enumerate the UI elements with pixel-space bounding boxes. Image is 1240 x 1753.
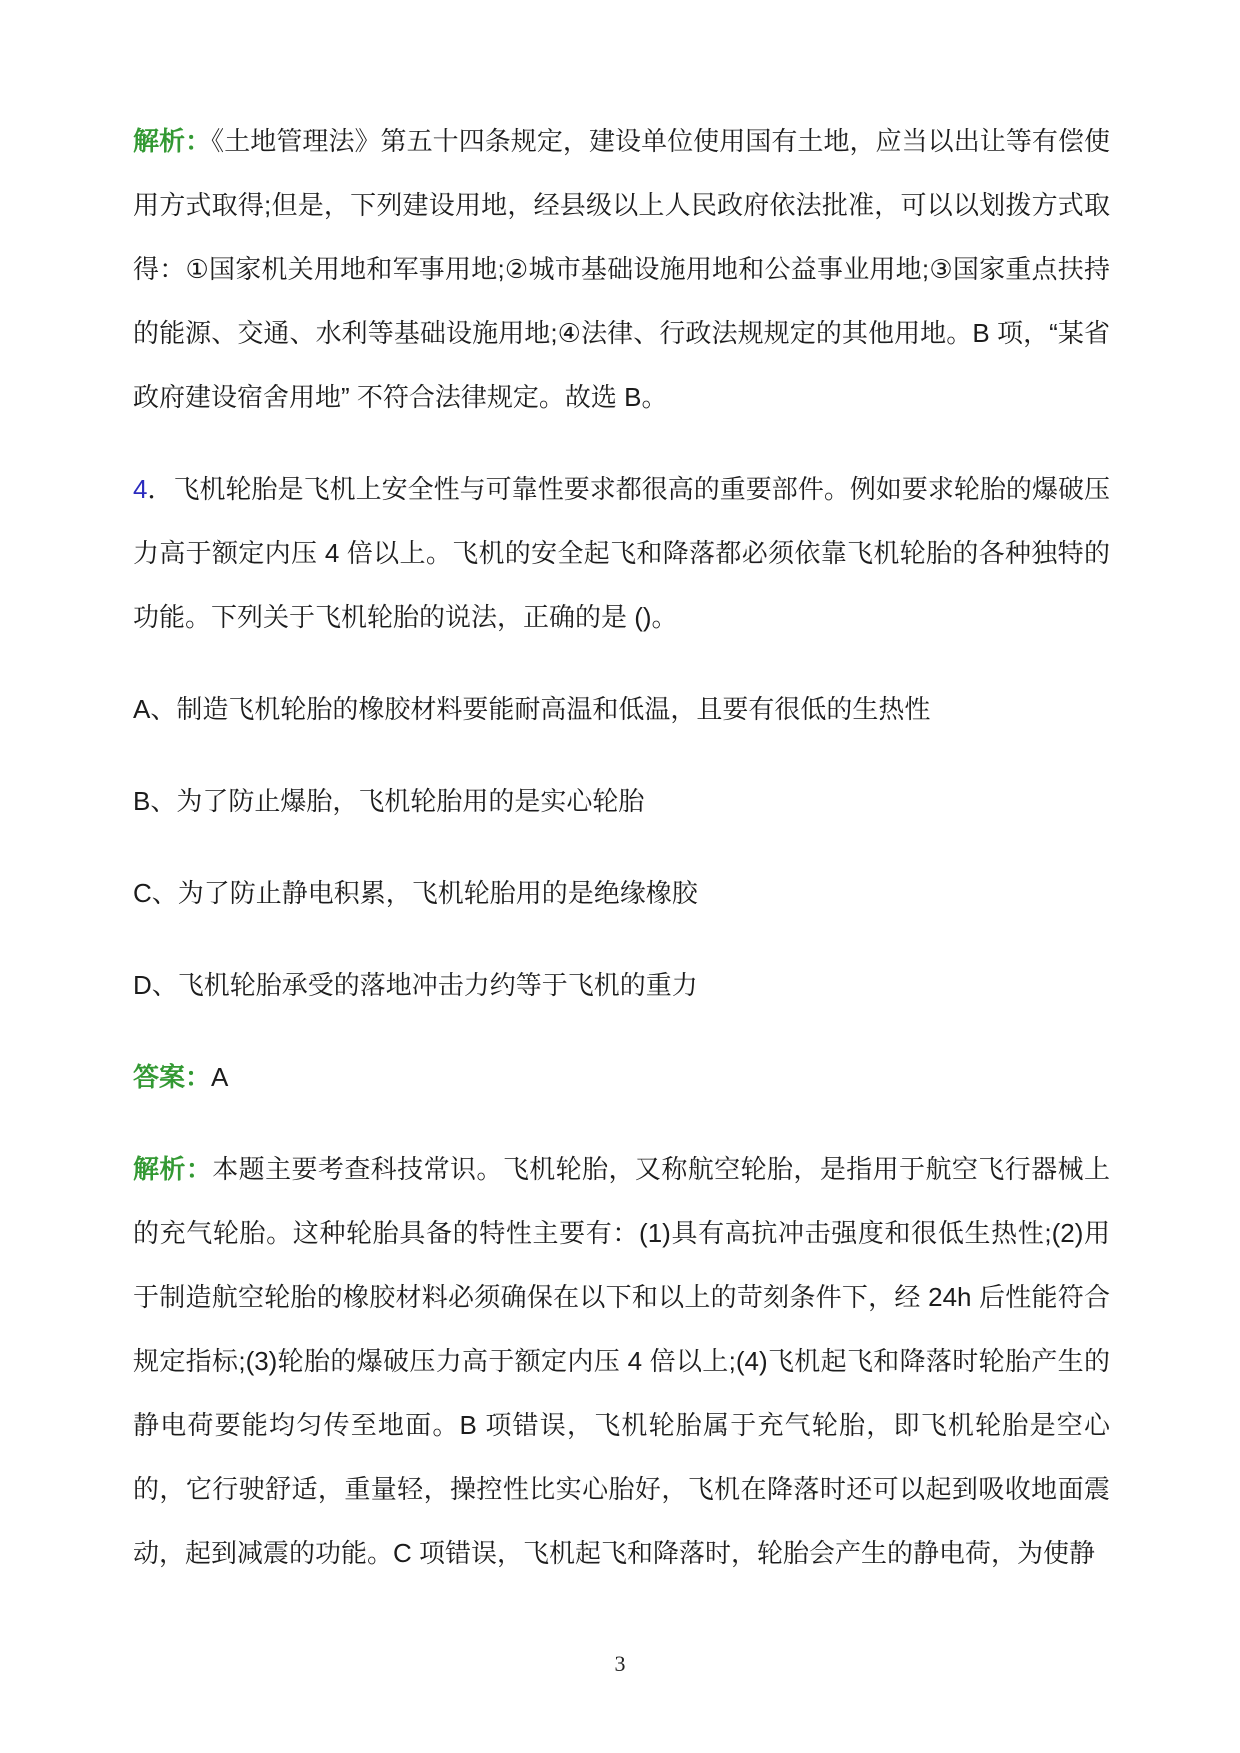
option-a	[133, 677, 1110, 741]
analysis-paragraph-current-question	[133, 1137, 1110, 1585]
page-number: 3	[614, 1651, 626, 1676]
question-number-separator: ．	[147, 474, 174, 504]
analysis-text: 《土地管理法》第五十四条规定，建设单位使用国有土地，应当以出让等有偿使用方式取得;但是，下列建设用地，经县级以上人民政府依法批准，可以以划拨方式取得：①国家机关用地和军事用地;②城市基础设施用地和公益事业用地;③国家重点扶持的能源、交通、水利等基础设施用地;④法律、行政法规规定的其他用地。B 项，“某省政府建设宿舍用地” 不符合法律规定。故选 B。	[133, 126, 1110, 412]
option-c	[133, 861, 1110, 925]
page-content	[133, 109, 1110, 1613]
option-d-label: D、	[133, 970, 178, 1000]
answer-line	[133, 1045, 1110, 1109]
question-paragraph	[133, 457, 1110, 649]
analysis-text-2: 本题主要考查科技常识。飞机轮胎，又称航空轮胎，是指用于航空飞行器械上的充气轮胎。这种轮胎具备的特性主要有：(1)具有高抗冲击强度和很低生热性;(2)用于制造航空轮胎的橡胶材料必须确保在以下和以上的苛刻条件下，经 24h 后性能符合规定指标;(3)轮胎的爆破压力高于额定内压 4 倍以上;(4)飞机起飞和降落时轮胎产生的静电荷要能均匀传至地面。B 项错误，飞机轮胎属于充气轮胎，即飞机轮胎是空心的，它行驶舒适，重量轻，操控性比实心胎好，飞机在降落时还可以起到吸收地面震动，起到减震的功能。C 项错误，飞机起飞和降落时，轮胎会产生的静电荷，为使静	[133, 1154, 1110, 1568]
analysis-paragraph-previous-question	[133, 109, 1110, 429]
page-footer	[0, 1650, 1240, 1678]
option-a-label: A、	[133, 694, 177, 724]
option-d	[133, 953, 1110, 1017]
option-c-text: 为了防止静电积累，飞机轮胎用的是绝缘橡胶	[177, 878, 698, 908]
question-text: 飞机轮胎是飞机上安全性与可靠性要求都很高的重要部件。例如要求轮胎的爆破压力高于额定内压 4 倍以上。飞机的安全起飞和降落都必须依靠飞机轮胎的各种独特的功能。下列关于飞机轮胎的说法，正确的是 ()。	[133, 474, 1110, 632]
analysis-label: 解析：	[133, 126, 212, 156]
answer-label: 答案：	[133, 1062, 212, 1092]
option-b-text: 为了防止爆胎，飞机轮胎用的是实心轮胎	[176, 786, 645, 816]
option-d-text: 飞机轮胎承受的落地冲击力约等于飞机的重力	[177, 970, 698, 1000]
question-number: 4	[133, 474, 148, 504]
analysis-label-2: 解析：	[133, 1154, 213, 1184]
option-a-text: 制造飞机轮胎的橡胶材料要能耐高温和低温，且要有很低的生热性	[176, 694, 931, 724]
answer-value: A	[211, 1062, 229, 1092]
option-c-label: C、	[133, 878, 178, 908]
option-b-label: B、	[133, 786, 177, 816]
option-b	[133, 769, 1110, 833]
